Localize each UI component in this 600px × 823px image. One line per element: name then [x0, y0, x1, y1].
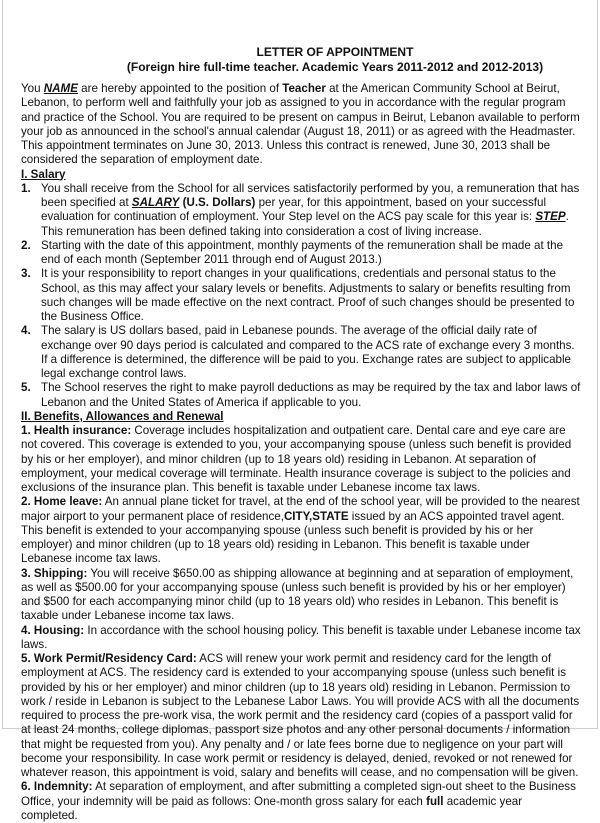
text-run: II. Benefits, Allowances and Renewal [21, 409, 224, 423]
bold-text: 2. Home leave: [21, 495, 103, 509]
text-run: I. Salary [21, 167, 66, 181]
item-text [41, 267, 581, 324]
text-run: The School reserves the right to make payroll deductions as may be required by the tax and labor laws of Lebanon and the United States of America if applicable to you. [41, 381, 581, 409]
item-number: 2. [21, 238, 31, 252]
numbered-item [21, 267, 581, 324]
bold-text: 6. Indemnity: [21, 780, 93, 794]
numbered-item [21, 182, 581, 239]
bold-text: 4. Housing: [21, 623, 85, 637]
text-run: Coverage includes hospitalization and outpatient care. Dental care and eye care are not covered. This coverage is extended to you, your accompanying spouse (unless such benefit is provided by his or her employer), and minor children (up to 18 years old) residing in Lebanon. At separation of employment, your medical coverage will terminate. Health insurance coverage is subject to the policies and exclusions of the insurance plan. This benefit is taxable under Lebanese income tax laws. [21, 424, 572, 494]
text-run: Starting with the date of this appointment, monthly payments of the remuneration shall be made at the end of each month (September 2011 through end of August 2013.) [41, 238, 564, 266]
text-run: per year, for this appointment, based on your successful evaluation for continuation of employment. Your Step level on the ACS pay scale for this year is: [41, 196, 547, 224]
bold-text: 3. Shipping: [21, 566, 88, 580]
text-run: academic year completed. [21, 794, 523, 822]
text-run: In accordance with the school housing policy. This benefit is taxable under Lebanese income tax laws. [21, 623, 581, 651]
text-run: ACS will renew your work permit and residency card for the length of employment at ACS. The residency card is extended to your accompanying spouse (unless such benefit is provided by his or her employer) and minor children (up to 18 years old) residing in Lebanon. Permission to work / reside in Lebanon is subject to the Lebanese Labor Laws. You will provide ACS with all the documents required to process the pre-work visa, the work permit and the residency card (copies of a passport valid for at least 24 months, college diplomas, passport size photos and any other personal documents / information that might be requested from you). Any penalty and / or late fees borne due to negligence on your part will become your responsibility. In case work permit or residency is delayed, denied, revoked or not renewed for whatever reason, this appointment is void, salary and benefits will cease, and no compensation will be given. [21, 652, 580, 779]
letter-header [0, 45, 600, 75]
paragraph [21, 495, 581, 566]
text-run: are hereby appointed to the position of [77, 82, 283, 95]
text-run: issued by an ACS appointed travel agent. This benefit is extended to your accompanying spouse (unless such benefit is provided by his or her employer) and minor children (up to 18 years old) residing in Lebanon. This benefit is taxable under Lebanese income tax laws. [21, 509, 565, 566]
bold-text: SALARY [131, 196, 180, 209]
text-run: at the American Community School at Beirut, Lebanon, to perform well and faithfully your job as assigned to you in accordance with the regular program and practice of the School. You are required to be present on campus in Beirut, Lebanon available to perform your job as announced in the school's annual calendar (August 18, 2011) or as agreed with the Headmaster. This appointment terminates on June 30, 2013. Unless this contract is renewed, June 30, 2013 shall be considered the separation of employment date. [21, 82, 580, 167]
text-run: . This remuneration has been defined taking into consideration a cost of living increase. [41, 210, 569, 238]
item-number: 3. [21, 267, 31, 281]
bold-text: NAME [43, 82, 78, 95]
text-run: You shall receive from the School for all services satisfactorily performed by you, a remuneration that has been specified at [41, 181, 580, 209]
letter-body [21, 82, 581, 823]
numbered-item [21, 239, 581, 268]
paragraph [21, 624, 581, 653]
item-text [41, 182, 581, 239]
bold-text: 5. Work Permit/Residency Card: [21, 652, 197, 665]
bold-text: full [426, 794, 444, 808]
section-heading [21, 168, 581, 182]
bold-text: 1. Health insurance: [21, 424, 132, 437]
paragraph [21, 652, 581, 780]
bold-text: CITY,STATE [283, 509, 349, 523]
text-run: The salary is US dollars based, paid in Lebanese pounds. The average of the official daily rate of exchange over 90 days period is calculated and compared to the ACS rate of exchange every 3 months. If a difference is determined, the difference will be paid to you. Exchange rates are subject to applicable legal exchange control laws. [41, 324, 575, 380]
text-run: An annual plane ticket for travel, at the end of the school year, will be provided to the nearest major airport to your permanent place of residence, [21, 495, 580, 523]
numbered-item [21, 381, 581, 410]
text-run: It is your responsibility to report changes in your qualifications, credentials and personal status to the School, as this may affect your salary levels or benefits. Adjustments to salary or benefits resulting from such changes will be made effective on the next contract. Proof of such changes should be presented to the Business Office. [41, 267, 575, 323]
bold-text: (U.S. Dollars) [179, 196, 256, 209]
item-text [41, 324, 581, 381]
text-run: You [21, 82, 44, 95]
item-text [41, 239, 581, 268]
text-run: You will receive $650.00 as shipping allowance at beginning and at separation of employment, as well as $500.00 for your accompanying spouse (unless such benefit is provided by his or her employer) and $500 for each accompanying minor child (up to 18 years old) who resides in Lebanon. This benefit is taxable under Lebanese income tax laws. [21, 566, 574, 623]
item-number: 5. [21, 381, 31, 395]
bold-text: Teacher [282, 82, 326, 95]
letter-title: LETTER OF APPOINTMENT [256, 45, 414, 59]
item-number: 1. [21, 181, 31, 195]
paragraph [21, 424, 581, 495]
numbered-item [21, 324, 581, 381]
bold-text: STEP [535, 210, 566, 224]
paragraph [21, 567, 581, 624]
item-number: 4. [21, 324, 31, 338]
section-heading [21, 410, 581, 424]
paragraph [21, 780, 581, 823]
text-run: At separation of employment, and after submitting a completed sign-out sheet to the Business Office, your indemnity will be paid as follows: One-month gross salary for each [21, 780, 576, 808]
letter-subtitle: (Foreign hire full-time teacher. Academic Years 2011-2012 and 2012-2013) [126, 60, 544, 74]
paragraph [21, 82, 581, 168]
item-text [41, 381, 581, 410]
